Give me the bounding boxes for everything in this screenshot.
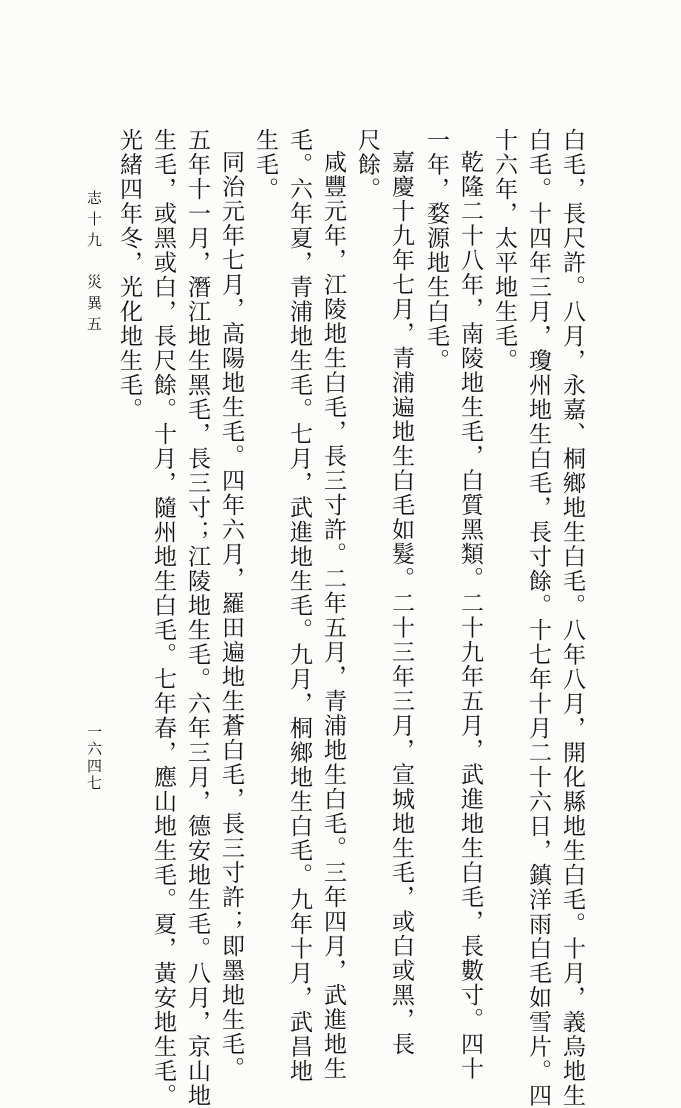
text-column-3: 十六年，太平地生毛。 <box>491 128 517 373</box>
page-number: 一六四七 <box>85 724 103 792</box>
text-column-5: 一年，婺源地生白毛。 <box>423 128 449 373</box>
text-column-9: 毛。六年夏，青浦地生毛。七月，武進地生毛。九月，桐鄉地生白毛。九年十月，武昌地 <box>286 128 312 1084</box>
text-column-2: 白毛。十四年三月，瓊州地生白毛，長寸餘。十七年十月二十六日，鎮洋雨白毛如雪片。四 <box>525 128 551 1108</box>
text-column-13: 生毛，或黑或白，長尺餘。十月，隨州地生白毛。七年春，應山地生毛。夏，黃安地生毛。 <box>150 128 176 1108</box>
text-column-8: 咸豐元年，江陵地生白毛，長三寸許。二年五月，青浦地生白毛。三年四月，武進地生 <box>320 150 346 1081</box>
header-section: 志十九 <box>85 190 103 253</box>
text-column-6: 嘉慶十九年七月，青浦遍地生白毛如髮。二十三年三月，宣城地生毛，或白或黑，長 <box>388 150 414 1057</box>
running-header <box>84 190 105 337</box>
text-column-7: 尺餘。 <box>354 128 380 202</box>
text-column-11: 同治元年七月，高陽地生毛。四年六月，羅田遍地生蒼白毛，長三寸許；即墨地生毛。 <box>218 150 244 1081</box>
text-column-10: 生毛。 <box>252 128 278 202</box>
text-column-1: 白毛，長尺許。八月，永嘉、桐鄉地生白毛。八年八月，開化縣地生白毛。十月，義烏地生 <box>559 128 585 1108</box>
text-column-12: 五年十一月，潛江地生黑毛，長三寸；江陵地生毛。六年三月，德安地生毛。八月，京山地 <box>184 128 210 1108</box>
text-column-4: 乾隆二十八年，南陵地生毛，白質黑類。二十九年五月，武進地生白毛，長數寸。四十 <box>457 150 483 1081</box>
text-column-14: 光緒四年冬，光化地生毛。 <box>116 128 142 422</box>
header-chapter: 災異五 <box>85 274 103 337</box>
